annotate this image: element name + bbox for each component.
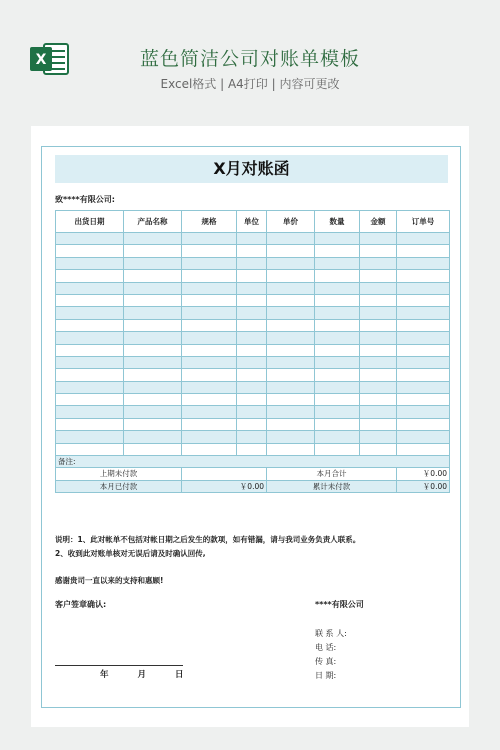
table-cell bbox=[237, 307, 267, 319]
table-cell bbox=[267, 270, 315, 282]
signature-line bbox=[55, 665, 183, 666]
summary-label: 累计未付款 bbox=[267, 480, 397, 493]
table-cell bbox=[315, 319, 360, 331]
table-cell bbox=[56, 406, 124, 418]
table-cell bbox=[124, 356, 182, 368]
table-cell bbox=[56, 344, 124, 356]
header bbox=[0, 0, 500, 120]
contact-block bbox=[315, 627, 347, 683]
table-cell bbox=[360, 356, 397, 368]
table-cell bbox=[267, 332, 315, 344]
table-cell bbox=[56, 270, 124, 282]
table-cell bbox=[237, 356, 267, 368]
table-cell bbox=[360, 245, 397, 257]
table-cell bbox=[267, 257, 315, 269]
table-row bbox=[56, 344, 450, 356]
table-cell bbox=[237, 381, 267, 393]
table-cell bbox=[56, 319, 124, 331]
statement-table bbox=[55, 210, 450, 493]
summary-value: ￥0.00 bbox=[182, 480, 267, 493]
table-cell bbox=[360, 332, 397, 344]
table-cell bbox=[124, 270, 182, 282]
table-row bbox=[56, 282, 450, 294]
table-cell bbox=[360, 394, 397, 406]
table-cell bbox=[397, 369, 450, 381]
table-cell bbox=[56, 332, 124, 344]
table-cell bbox=[315, 356, 360, 368]
table-cell bbox=[315, 233, 360, 245]
table-cell bbox=[267, 443, 315, 455]
date-day: 日 bbox=[174, 670, 184, 680]
table-cell bbox=[360, 418, 397, 430]
column-header: 金额 bbox=[360, 211, 397, 233]
table-cell bbox=[315, 418, 360, 430]
contact-line: 联 系 人: bbox=[315, 629, 347, 638]
table-cell bbox=[237, 406, 267, 418]
table-cell bbox=[267, 294, 315, 306]
summary-label: 上期未付款 bbox=[56, 468, 182, 481]
table-cell bbox=[315, 270, 360, 282]
table-cell bbox=[237, 394, 267, 406]
table-row bbox=[56, 332, 450, 344]
recipient-line: 致****有限公司: bbox=[55, 195, 115, 204]
column-header: 规格 bbox=[182, 211, 237, 233]
summary-value: ￥0.00 bbox=[397, 468, 450, 481]
table-cell bbox=[237, 245, 267, 257]
table-cell bbox=[315, 344, 360, 356]
table-row bbox=[56, 245, 450, 257]
table-cell bbox=[56, 245, 124, 257]
table-cell bbox=[56, 369, 124, 381]
remark-row bbox=[56, 456, 450, 468]
table-cell bbox=[360, 282, 397, 294]
table-cell bbox=[124, 319, 182, 331]
thanks-line: 感谢贵司一直以来的支持和惠顾! bbox=[55, 576, 164, 585]
table-cell bbox=[360, 307, 397, 319]
table-row bbox=[56, 319, 450, 331]
table-cell bbox=[182, 406, 237, 418]
table-cell bbox=[124, 344, 182, 356]
table-cell bbox=[315, 307, 360, 319]
table-cell bbox=[56, 294, 124, 306]
page-title: 蓝色简洁公司对账单模板 bbox=[139, 48, 360, 70]
table-cell bbox=[182, 381, 237, 393]
column-header: 数量 bbox=[315, 211, 360, 233]
table-cell bbox=[124, 257, 182, 269]
table-row bbox=[56, 369, 450, 381]
table-cell bbox=[182, 344, 237, 356]
table-cell bbox=[397, 307, 450, 319]
remark-label: 备注: bbox=[56, 456, 450, 468]
table-cell bbox=[124, 443, 182, 455]
table-cell bbox=[315, 282, 360, 294]
date-month: 月 bbox=[137, 670, 146, 680]
table-cell bbox=[397, 332, 450, 344]
contact-line: 电 话: bbox=[315, 643, 337, 652]
table-cell bbox=[267, 319, 315, 331]
table-cell bbox=[360, 431, 397, 443]
table-cell bbox=[267, 369, 315, 381]
table-cell bbox=[56, 443, 124, 455]
table-cell bbox=[124, 245, 182, 257]
table-cell bbox=[56, 431, 124, 443]
table-cell bbox=[397, 257, 450, 269]
date-year: 年 bbox=[100, 670, 109, 680]
document-title: X月对账函 bbox=[55, 155, 448, 183]
table-row bbox=[56, 257, 450, 269]
table-cell bbox=[315, 332, 360, 344]
table-cell bbox=[315, 381, 360, 393]
table-cell bbox=[237, 282, 267, 294]
table-cell bbox=[315, 443, 360, 455]
table-cell bbox=[360, 443, 397, 455]
table-cell bbox=[237, 319, 267, 331]
table-cell bbox=[315, 406, 360, 418]
svg-text:X: X bbox=[35, 52, 47, 68]
table-row bbox=[56, 381, 450, 393]
table-cell bbox=[397, 394, 450, 406]
table-cell bbox=[182, 356, 237, 368]
table-cell bbox=[237, 431, 267, 443]
column-header: 订单号 bbox=[397, 211, 450, 233]
table-cell bbox=[267, 431, 315, 443]
table-cell bbox=[397, 319, 450, 331]
sign-date bbox=[100, 668, 207, 680]
table-cell bbox=[124, 418, 182, 430]
contact-line: 日 期: bbox=[315, 671, 337, 680]
table-cell bbox=[267, 282, 315, 294]
table-cell bbox=[237, 332, 267, 344]
table-cell bbox=[315, 257, 360, 269]
table-row bbox=[56, 233, 450, 245]
table-cell bbox=[182, 319, 237, 331]
table-cell bbox=[237, 443, 267, 455]
company-name: ****有限公司 bbox=[315, 600, 364, 609]
table-cell bbox=[124, 332, 182, 344]
table-cell bbox=[56, 418, 124, 430]
table-cell bbox=[237, 257, 267, 269]
table-cell bbox=[237, 233, 267, 245]
table-cell bbox=[124, 406, 182, 418]
table-cell bbox=[182, 282, 237, 294]
contact-line: 传 真: bbox=[315, 657, 337, 666]
table-cell bbox=[56, 282, 124, 294]
table-row bbox=[56, 431, 450, 443]
table-cell bbox=[397, 431, 450, 443]
table-cell bbox=[397, 233, 450, 245]
table-cell bbox=[56, 257, 124, 269]
table-cell bbox=[56, 307, 124, 319]
table-cell bbox=[182, 294, 237, 306]
table-cell bbox=[124, 394, 182, 406]
table-cell bbox=[360, 406, 397, 418]
table-cell bbox=[182, 369, 237, 381]
table-cell bbox=[267, 233, 315, 245]
table-row bbox=[56, 418, 450, 430]
table-cell bbox=[237, 418, 267, 430]
summary-value: ￥0.00 bbox=[397, 480, 450, 493]
table-cell bbox=[182, 257, 237, 269]
summary-value bbox=[182, 468, 267, 481]
table-cell bbox=[397, 270, 450, 282]
table-cell bbox=[267, 418, 315, 430]
table-cell bbox=[124, 233, 182, 245]
table-cell bbox=[397, 245, 450, 257]
table-cell bbox=[56, 233, 124, 245]
table-cell bbox=[315, 431, 360, 443]
note-line: 2、收到此对账单核对无误后请及时确认回传, bbox=[55, 549, 206, 558]
table-cell bbox=[182, 418, 237, 430]
table-row bbox=[56, 356, 450, 368]
table-cell bbox=[182, 431, 237, 443]
table-cell bbox=[360, 294, 397, 306]
table-row bbox=[56, 394, 450, 406]
table-cell bbox=[360, 344, 397, 356]
table-cell bbox=[182, 307, 237, 319]
table-cell bbox=[124, 294, 182, 306]
summary-label: 本月已付款 bbox=[56, 480, 182, 493]
summary-row bbox=[56, 468, 450, 481]
table-cell bbox=[397, 356, 450, 368]
table-cell bbox=[360, 381, 397, 393]
column-header: 单位 bbox=[237, 211, 267, 233]
table-cell bbox=[237, 294, 267, 306]
table-cell bbox=[56, 381, 124, 393]
table-cell bbox=[267, 381, 315, 393]
table-cell bbox=[315, 294, 360, 306]
document-frame bbox=[41, 146, 461, 708]
table-cell bbox=[267, 406, 315, 418]
table-header-row bbox=[56, 211, 450, 233]
table-row bbox=[56, 443, 450, 455]
table-cell bbox=[182, 394, 237, 406]
table-row bbox=[56, 307, 450, 319]
table-cell bbox=[182, 245, 237, 257]
table-cell bbox=[56, 394, 124, 406]
table-cell bbox=[182, 233, 237, 245]
table-cell bbox=[124, 381, 182, 393]
table-cell bbox=[360, 319, 397, 331]
summary-row bbox=[56, 480, 450, 493]
table-cell bbox=[267, 394, 315, 406]
table-cell bbox=[182, 270, 237, 282]
table-cell bbox=[182, 443, 237, 455]
table-row bbox=[56, 294, 450, 306]
table-cell bbox=[397, 418, 450, 430]
summary-label: 本月合计 bbox=[267, 468, 397, 481]
table-cell bbox=[315, 245, 360, 257]
table-cell bbox=[237, 270, 267, 282]
table-cell bbox=[315, 394, 360, 406]
table-cell bbox=[360, 233, 397, 245]
table-cell bbox=[124, 431, 182, 443]
table-cell bbox=[237, 344, 267, 356]
page-subtitle: Excel格式 | A4打印 | 内容可更改 bbox=[160, 77, 340, 91]
note-line: 说明：1、此对帐单不包括对帐日期之后发生的款项，如有错漏，请与我司业务负责人联系。 bbox=[55, 535, 361, 544]
notes bbox=[55, 533, 360, 561]
column-header: 单价 bbox=[267, 211, 315, 233]
table-cell bbox=[124, 369, 182, 381]
customer-sign-label: 客户签章确认: bbox=[55, 600, 107, 609]
table-cell bbox=[397, 443, 450, 455]
table-cell bbox=[56, 356, 124, 368]
table-cell bbox=[397, 406, 450, 418]
table-cell bbox=[360, 369, 397, 381]
column-header: 出货日期 bbox=[56, 211, 124, 233]
table-cell bbox=[267, 307, 315, 319]
table-cell bbox=[124, 307, 182, 319]
table-cell bbox=[315, 369, 360, 381]
table-cell bbox=[397, 344, 450, 356]
table-row bbox=[56, 270, 450, 282]
column-header: 产品名称 bbox=[124, 211, 182, 233]
table-cell bbox=[237, 369, 267, 381]
table-cell bbox=[182, 332, 237, 344]
table-cell bbox=[267, 344, 315, 356]
table-cell bbox=[267, 245, 315, 257]
table-cell bbox=[397, 282, 450, 294]
table-cell bbox=[124, 282, 182, 294]
table-cell bbox=[360, 257, 397, 269]
table-cell bbox=[397, 381, 450, 393]
document-page bbox=[31, 126, 469, 727]
table-cell bbox=[397, 294, 450, 306]
table-cell bbox=[360, 270, 397, 282]
table-row bbox=[56, 406, 450, 418]
table-cell bbox=[267, 356, 315, 368]
